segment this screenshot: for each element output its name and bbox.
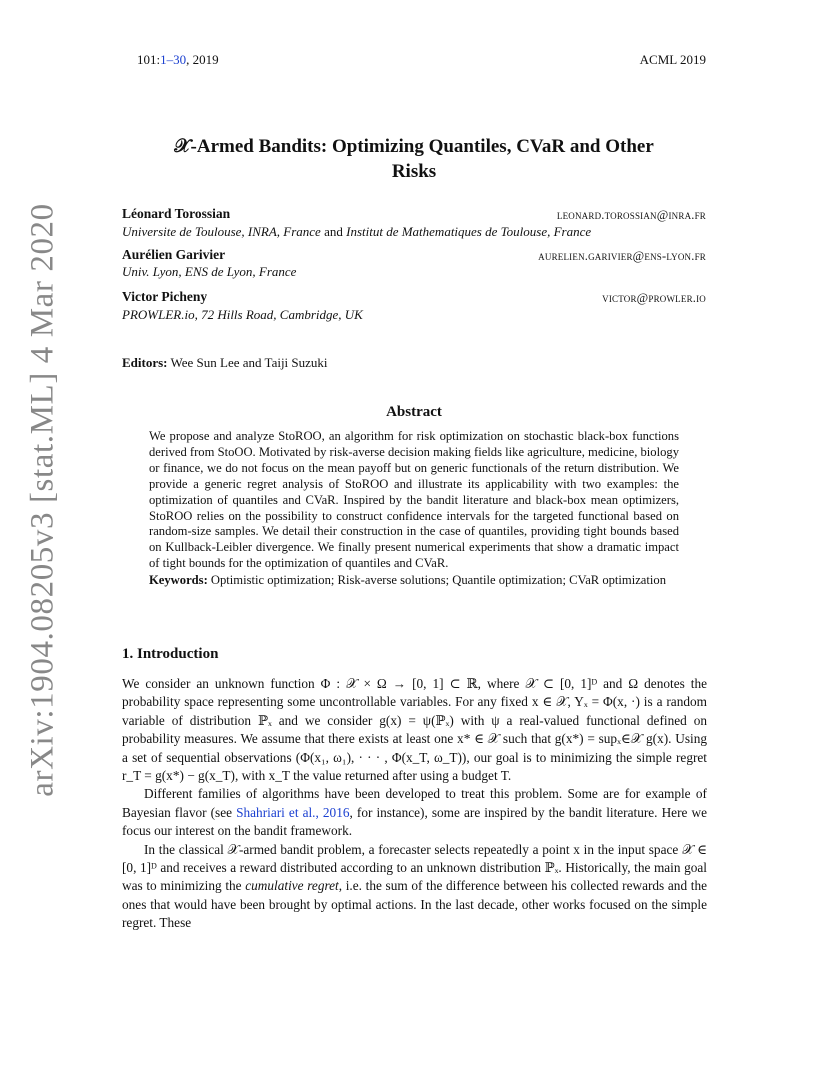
text-run: Different families of algorithms have been developed to treat this problem. Some are for example of Bayesian flavor (see [122, 786, 707, 820]
year: , 2019 [186, 52, 219, 67]
abstract-body [149, 429, 679, 589]
editors-names: Wee Sun Lee and Taiji Suzuki [167, 355, 328, 370]
paragraph [122, 785, 707, 840]
editors-line [122, 355, 328, 371]
paragraph [122, 841, 707, 933]
paragraph: We consider an unknown function Φ : 𝒳 × Ω → [0, 1] ⊂ ℝ, where 𝒳 ⊂ [0, 1]ᴰ and Ω denotes the probability space representing some uncontrollable variables. For any fixed x ∈ 𝒳, Yₓ = Φ(x, ·) is a random variable of distribution ℙₓ and we consider g(x) = ψ(ℙₓ) with ψ a real-valued functional defined on probability measures. We assume that there exists at least one x* ∈ 𝒳 such that g(x*) = supₓ∈𝒳 g(x). Using a set of sequential observations (Φ(x₁, ω₁), · · · , Φ(x_T, ω_T)), our goal is to minimizing the simple regret r_T = g(x*) − g(x_T), with x_T the value returned after using a budget T. [122, 676, 707, 784]
abstract-heading: Abstract [386, 404, 442, 420]
keywords [149, 573, 679, 589]
abstract-text: We propose and analyze StoROO, an algorithm for risk optimization on stochastic black-box functions derived from StoOO. Motivated by risk-averse decision making fields like agriculture, medicine, biology or finance, we do not focus on the mean payoff but on generic functionals of the return distribution. We provide a generic regret analysis of StoROO and illustrate its applicability with two examples: the optimization of quantiles and CVaR. Inspired by the bandit literature and black-box mean optimizers, StoROO relies on the possibility to construct confidence intervals for the targeted functional based on random-size samples. We detail their construction in the case of quantiles, providing tight bounds based on Kullback-Leibler divergence. We finally present numerical experiments that show a dramatic impact of tight bounds for the optimization of quantiles and CVaR. [149, 429, 679, 571]
paper-title [100, 134, 728, 184]
author-affiliation: Univ. Lyon, ENS de Lyon, France [122, 264, 297, 279]
author-email: leonard.torossian@inra.fr [556, 208, 706, 222]
volume-number: 101: [137, 52, 161, 67]
citation-link[interactable]: Shahriari et al., 2016 [236, 804, 350, 820]
author-affiliation [122, 224, 591, 240]
author-email: aurelien.garivier@ens-lyon.fr [538, 249, 706, 263]
keywords-list: Optimistic optimization; Risk-averse solutions; Quantile optimization; CVaR optimization [207, 573, 666, 588]
text-run: , for instance), some are inspired by the bandit literature. Here we focus our interest on the bandit framework. [122, 804, 707, 839]
running-header-venue: ACML 2019 [639, 52, 706, 67]
affiliation-part: Universite de Toulouse, INRA, France [122, 224, 321, 239]
text-run: In the classical 𝒳-armed bandit problem, a forecaster selects repeatedly a point x in the input space 𝒳 ∈ [0, 1]ᴰ and receives a reward distributed according to an unknown distribution ℙₓ. Historically, the main goal was to minimizing the [122, 841, 707, 894]
author-name: Aurélien Garivier [122, 247, 226, 262]
title-line-2: Risks [391, 161, 437, 182]
title-line-1: 𝒳-Armed Bandits: Optimizing Quantiles, CVaR and Other [174, 136, 654, 157]
keywords-label: Keywords: [149, 573, 208, 588]
author-name: Léonard Torossian [122, 206, 231, 221]
affiliation-part: Institut de Mathematiques de Toulouse, France [346, 224, 592, 239]
section-heading: 1. Introduction [122, 646, 219, 662]
author-affiliation: PROWLER.io, 72 Hills Road, Cambridge, UK [122, 307, 363, 322]
introduction-body [122, 675, 707, 933]
editors-label: Editors: [122, 355, 168, 370]
affiliation-joiner: and [320, 224, 347, 239]
text-run: , i.e. the sum of the difference between his collected rewards and the ones that would have been brought by optimal actions. In the last decade, other works focused on the simple regret. These [122, 878, 707, 931]
author-name: Victor Picheny [122, 289, 208, 304]
author-email: victor@prowler.io [602, 291, 706, 305]
pages-link[interactable]: 1–30 [160, 52, 187, 67]
arxiv-sidebar-stamp: arXiv:1904.08205v3 [stat.ML] 4 Mar 2020 [24, 203, 61, 797]
emphasized-term: cumulative regret [245, 878, 339, 894]
running-header-citation [137, 52, 219, 68]
